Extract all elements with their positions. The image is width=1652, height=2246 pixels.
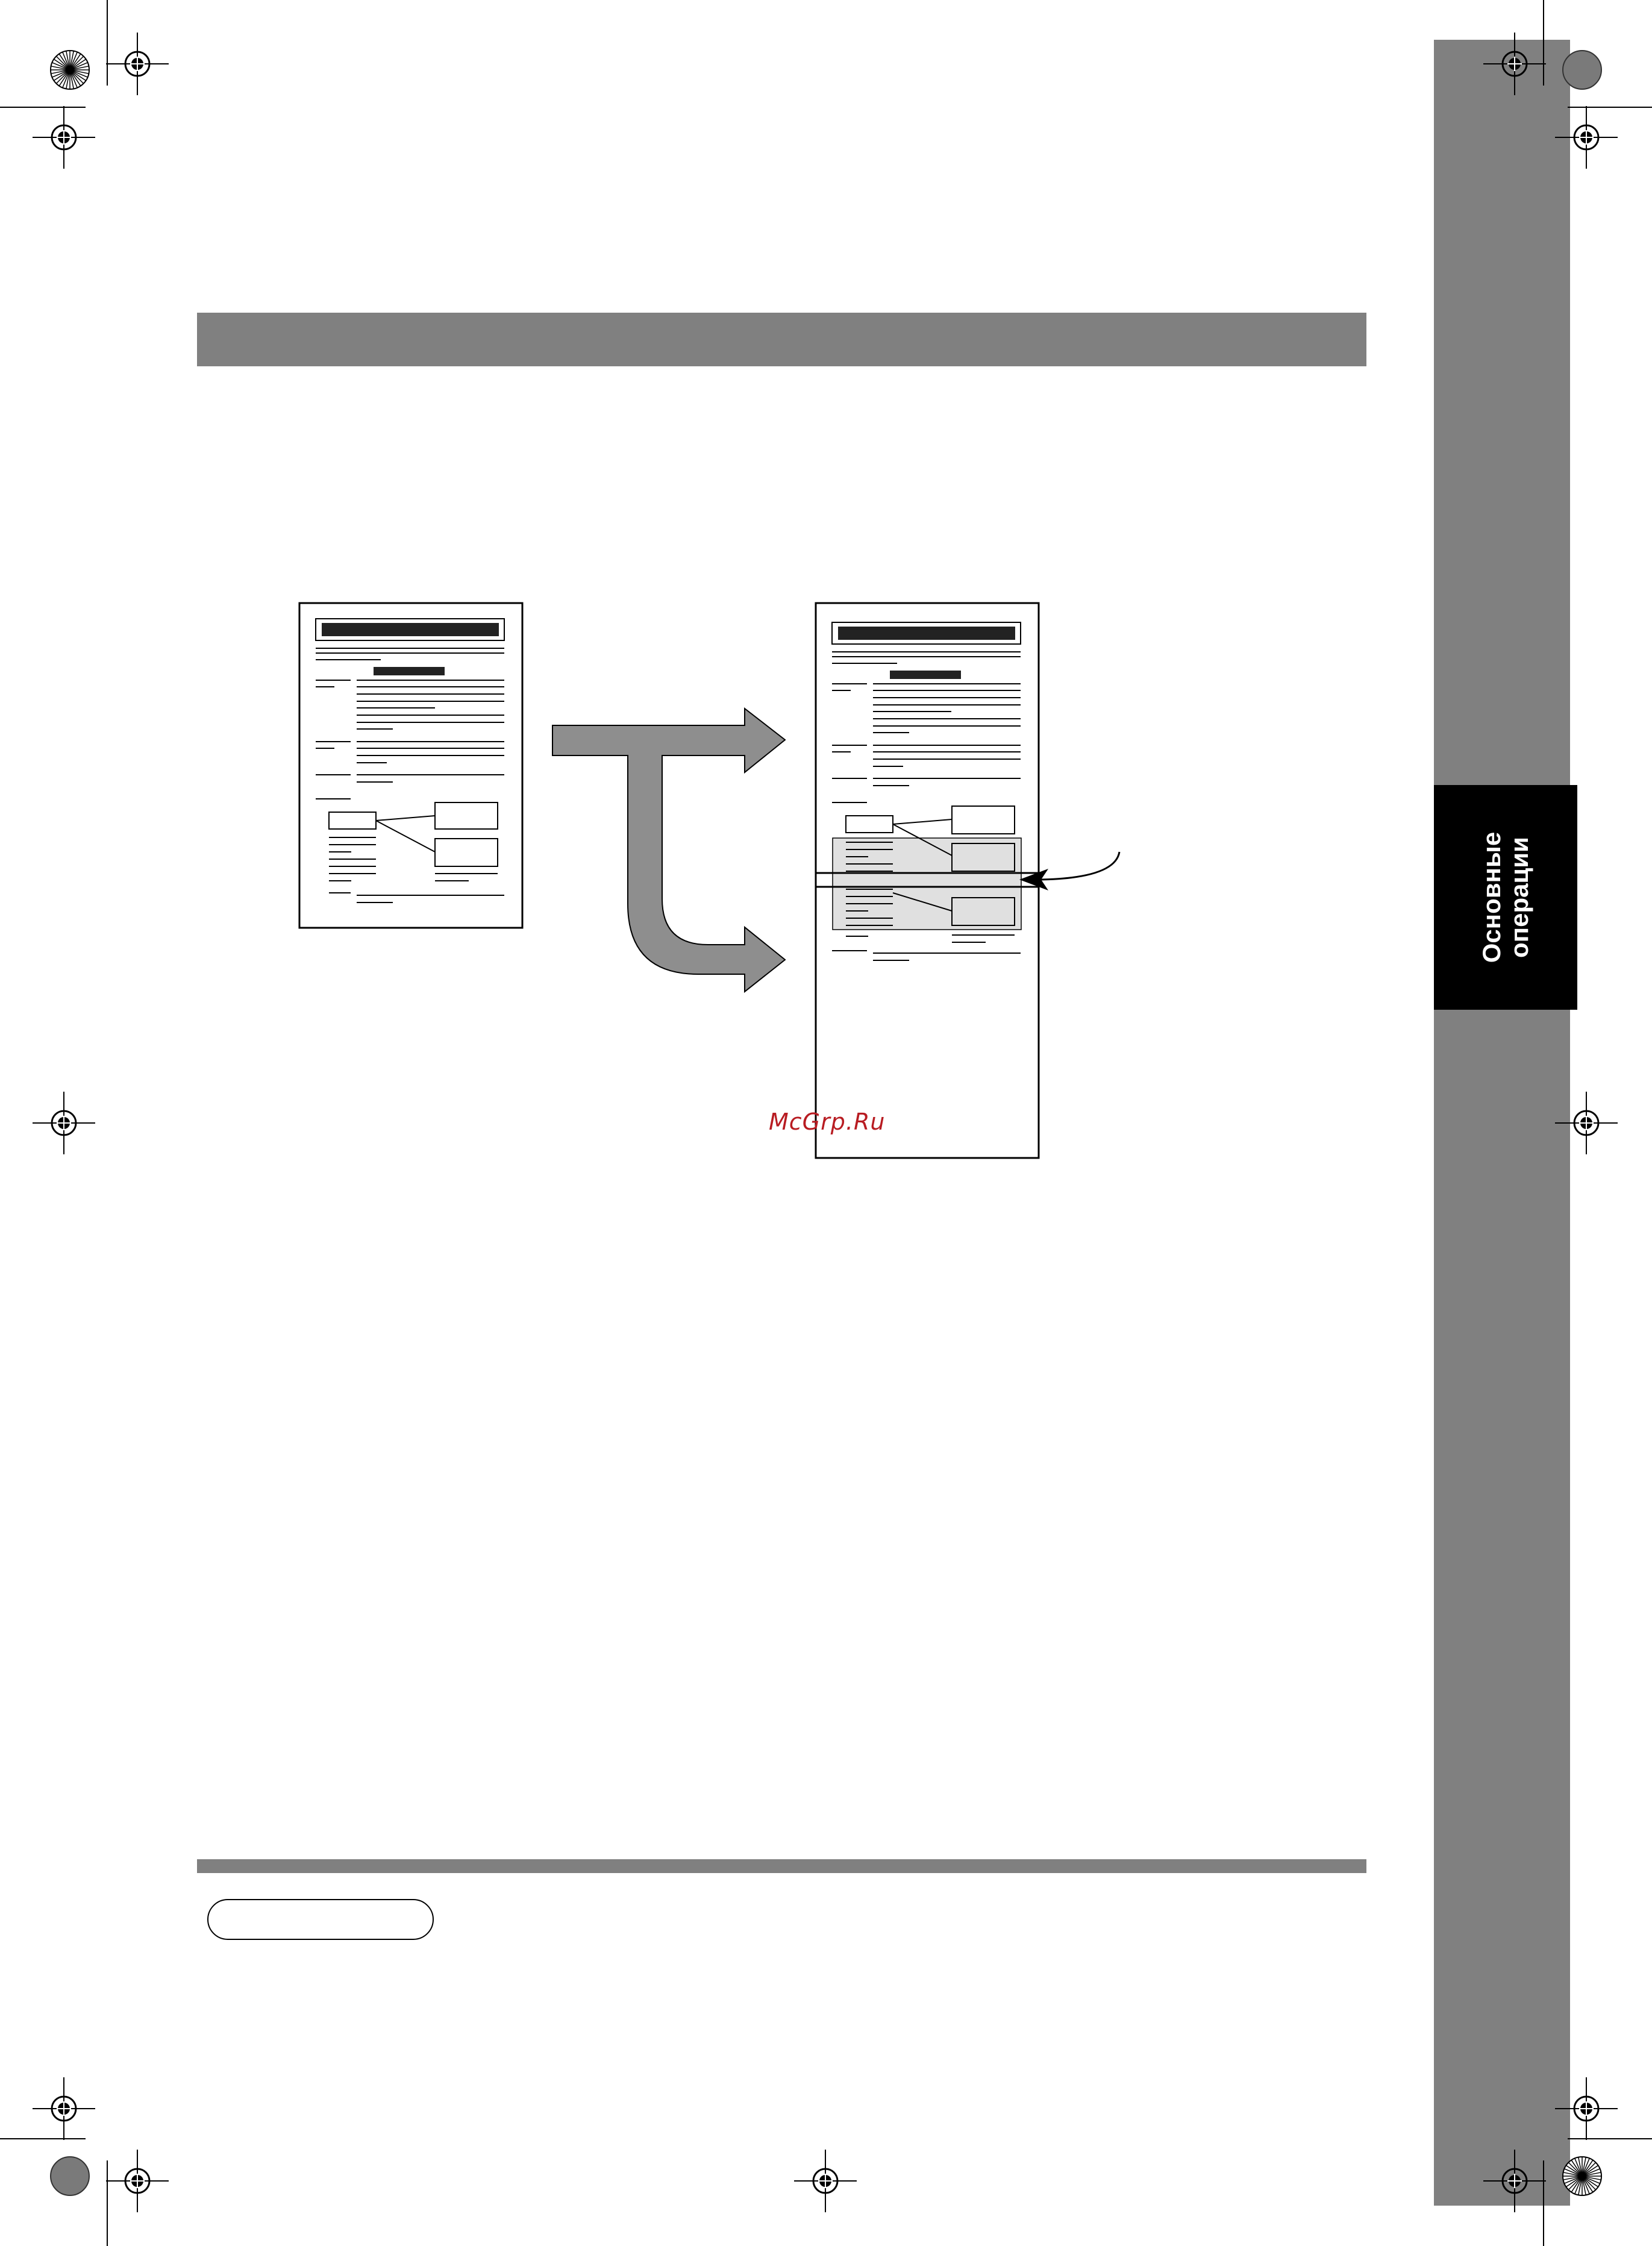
registration-mark-icon [1555, 106, 1618, 169]
registration-mark-icon [106, 2150, 169, 2212]
result-page-1 [816, 603, 1039, 873]
color-disc-icon [1563, 51, 1601, 89]
registration-mark-icon [1483, 2150, 1546, 2212]
color-disc-icon [51, 2157, 89, 2195]
original-document [299, 603, 522, 928]
registration-mark-icon [1483, 33, 1546, 95]
split-arrow-icon [552, 709, 785, 992]
registration-mark-icon [33, 106, 95, 169]
watermark-text: McGrp.Ru [769, 1109, 886, 1135]
color-wheel-icon [51, 51, 89, 89]
registration-mark-icon [106, 33, 169, 95]
registration-mark-icon [33, 2077, 95, 2140]
color-wheel-icon [1563, 2157, 1601, 2195]
registration-mark-icon [33, 1092, 95, 1154]
section-tab-label-line1: Основные [1477, 831, 1506, 963]
overlap-region [816, 824, 1039, 942]
section-tab-label-line2: операции [1505, 837, 1533, 958]
registration-mark-icon [1555, 1092, 1618, 1154]
registration-mark-icon [794, 2150, 857, 2212]
registration-mark-icon [1555, 2077, 1618, 2140]
